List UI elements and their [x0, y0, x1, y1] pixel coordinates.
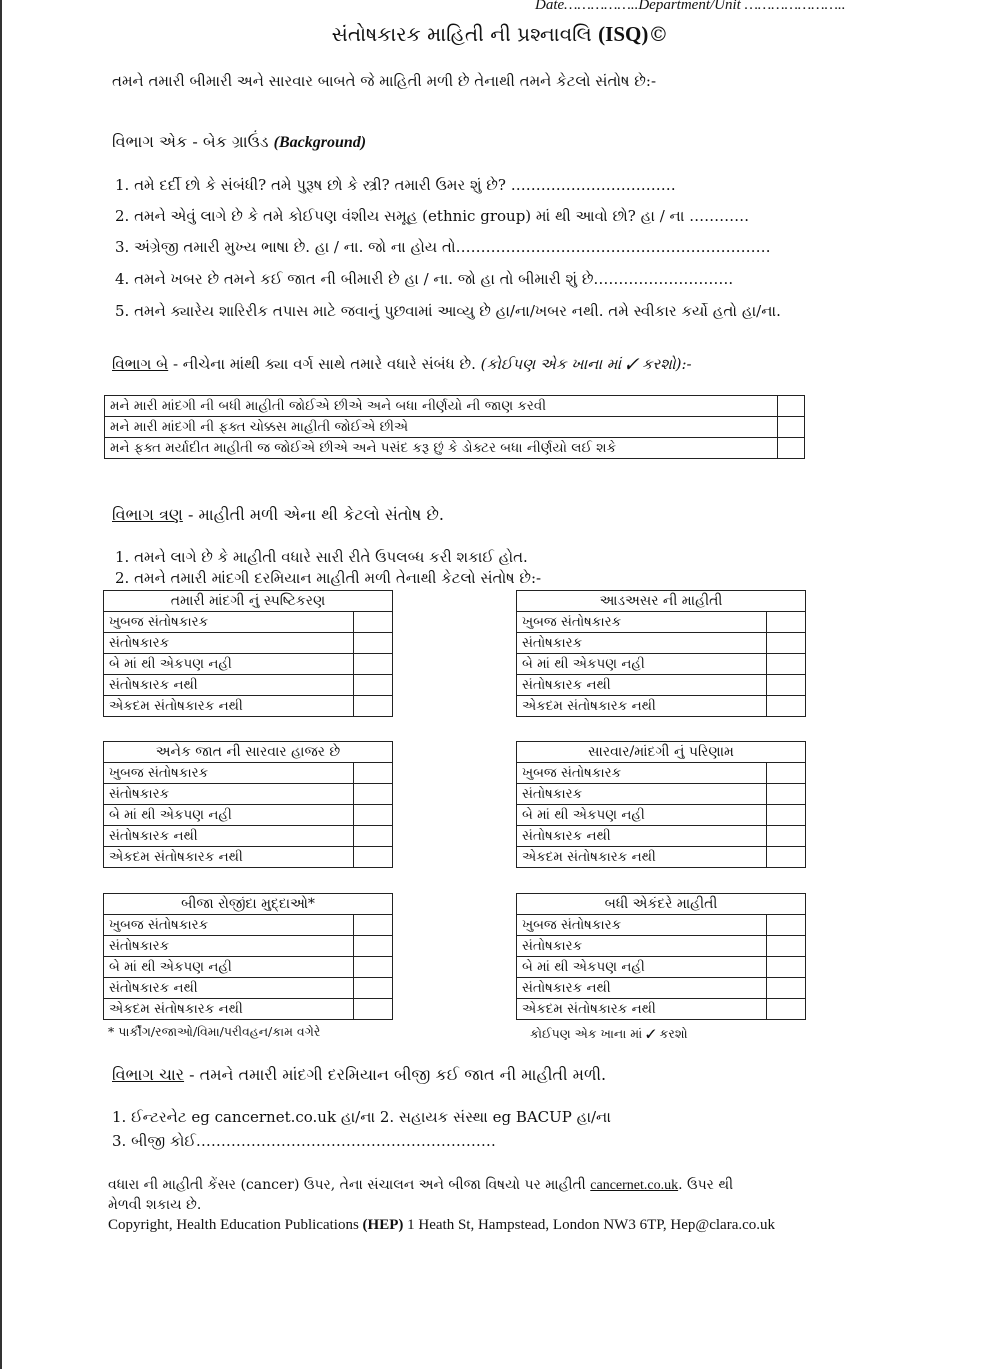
section1-item-5: 5. તમને ક્યારેય શારિરીક તપાસ માટે જવાનું પુછવામાં આવ્યુ છે હા/ના/ખબર નથી. તમે સ્વીકાર કર્યો હતો હા/ના. [115, 302, 781, 320]
option-checkbox[interactable] [354, 957, 393, 978]
table-row [517, 957, 806, 978]
section2-row-1-checkbox[interactable] [778, 396, 805, 417]
table-row [104, 654, 393, 675]
option-checkbox[interactable] [767, 915, 806, 936]
table-row [517, 826, 806, 847]
title-gujarati: સંતોષકારક માહિતી ની પ્રશ્નાવલિ [331, 22, 592, 46]
section3-question-2: 2. તમને તમારી માંદગી દરમિયાન માહીતી મળી તેનાથી કેટલો સંતોષ છે:- [115, 569, 542, 587]
table-row [104, 915, 393, 936]
option-label: બે માં થી એકપણ નહી [104, 957, 354, 978]
option-checkbox[interactable] [354, 675, 393, 696]
option-checkbox[interactable] [354, 978, 393, 999]
table-row [517, 936, 806, 957]
option-checkbox[interactable] [767, 957, 806, 978]
table-row [517, 999, 806, 1020]
table-row [104, 633, 393, 654]
rating-table-title: સારવાર/માંદગી નું પરિણામ [517, 742, 806, 763]
section4-item-3: 3. બીજી કોઈ…………………………………………………… [112, 1132, 496, 1150]
table-row [104, 978, 393, 999]
option-checkbox[interactable] [354, 784, 393, 805]
footer-more-info [108, 1177, 733, 1194]
table-row [104, 999, 393, 1020]
table-row [517, 675, 806, 696]
option-checkbox[interactable] [767, 826, 806, 847]
option-label: એકદમ સંતોષકારક નથી [517, 847, 767, 868]
section4-heading-text: - તમને તમારી માંદગી દરમિયાન બીજી કઈ જાત ની માહીતી મળી. [184, 1065, 607, 1084]
footer-more-info-text: વધારા ની માહીતી કેંસર (cancer) ઉપર, તેના સંચાલન અને બીજા વિષયો પર માહીતી [108, 1177, 591, 1193]
footnote-daily-issues: * પાર્કીંગ/રજાઓ/વિમા/પરીવહન/કામ વગેરે [108, 1024, 321, 1039]
section3-question-1: 1. તમને લાગે છે કે માહીતી વધારે સારી રીતે ઉપલબ્ધ કરી શકાઈ હોત. [115, 548, 528, 566]
option-label: સંતોષકારક નથી [104, 675, 354, 696]
footer-more-info-suffix: . ઉપર થી [678, 1177, 734, 1193]
section2-row-2-checkbox[interactable] [778, 417, 805, 438]
option-checkbox[interactable] [354, 915, 393, 936]
option-checkbox[interactable] [354, 696, 393, 717]
table-row [105, 417, 805, 438]
scan-edge [0, 0, 2, 1369]
footer-more-info-line2: મેળવી શકાય છે. [108, 1197, 202, 1213]
table-row [104, 805, 393, 826]
rating-table-illness-explanation [103, 590, 393, 717]
title-isq: (ISQ) [598, 22, 649, 46]
section1-heading-english: (Background) [273, 134, 367, 151]
section1-heading-gujarati: વિભાગ એક - બેક ગ્રાઉંડ [112, 132, 269, 151]
table-row [104, 936, 393, 957]
option-checkbox[interactable] [767, 763, 806, 784]
section2-row-2-label: મને મારી માંદગી ની ફક્ત ચોક્કસ માહીતી જોઈએ છીએ [105, 417, 778, 438]
option-label: ખુબજ સંતોષકારક [104, 612, 354, 633]
option-checkbox[interactable] [354, 612, 393, 633]
copyright-mark: © [648, 22, 669, 46]
option-checkbox[interactable] [767, 936, 806, 957]
section2-row-3-checkbox[interactable] [778, 438, 805, 459]
option-checkbox[interactable] [767, 978, 806, 999]
option-checkbox[interactable] [354, 763, 393, 784]
date-department-line: Date……………..Department/Unit ………………….. [535, 0, 846, 13]
table-row [105, 396, 805, 417]
tick-one-box-note: કોઈપણ એક ખાના માં ✓ કરશો [530, 1026, 688, 1041]
copyright-address: 1 Heath St, Hampstead, London NW3 6TP, Hep@clara.co.uk [403, 1217, 776, 1233]
table-row [104, 675, 393, 696]
option-label: બે માં થી એકપણ નહી [517, 654, 767, 675]
section2-row-1-label: મને મારી માંદગી ની બધી માહીતી જોઈએ છીએ અને બધા નીર્ણયો ની જાણ કરવી [105, 396, 778, 417]
table-row [517, 915, 806, 936]
option-label: ખુબજ સંતોષકારક [104, 915, 354, 936]
option-checkbox[interactable] [767, 805, 806, 826]
option-label: સંતોષકારક [517, 784, 767, 805]
table-row [104, 847, 393, 868]
table-row [517, 633, 806, 654]
option-label: ખુબજ સંતોષકારક [104, 763, 354, 784]
table-row [517, 654, 806, 675]
table-row [104, 784, 393, 805]
rating-table-daily-issues [103, 893, 393, 1020]
table-row [104, 957, 393, 978]
section2-hint: (કોઈપણ એક ખાના માં ✓ કરશો):- [480, 355, 692, 373]
option-checkbox[interactable] [767, 847, 806, 868]
option-label: સંતોષકારક નથી [517, 675, 767, 696]
table-row [517, 784, 806, 805]
cancernet-link[interactable]: cancernet.co.uk [590, 1178, 679, 1193]
rating-table-treatment-options [103, 741, 393, 868]
table-row [517, 978, 806, 999]
option-checkbox[interactable] [767, 612, 806, 633]
option-label: બે માં થી એકપણ નહી [517, 957, 767, 978]
rating-table-overall-information [516, 893, 806, 1020]
option-label: સંતોષકારક [517, 633, 767, 654]
table-row [104, 696, 393, 717]
table-row [104, 826, 393, 847]
table-row [104, 763, 393, 784]
rating-table-title: બધી એકંદરે માહીતી [517, 894, 806, 915]
option-checkbox[interactable] [354, 654, 393, 675]
section2-row-3-label: મને ફક્ત મર્યાદીત માહીતી જ જોઈએ છીએ અને પસંદ કરૂ છું કે ડોક્ટર બધા નીર્ણયો લઈ શકે [105, 438, 778, 459]
table-row [104, 612, 393, 633]
page-title [0, 22, 1000, 47]
option-checkbox[interactable] [767, 784, 806, 805]
option-label: સંતોષકારક [104, 784, 354, 805]
intro-text: તમને તમારી બીમારી અને સારવાર બાબતે જે માહિતી મળી છે તેનાથી તમને કેટલો સંતોષ છે:- [112, 72, 657, 90]
option-checkbox[interactable] [354, 826, 393, 847]
section3-heading-text: - માહીતી મળી એના થી કેટલો સંતોષ છે. [182, 505, 444, 524]
copyright-line [108, 1217, 775, 1234]
option-label: ખુબજ સંતોષકારક [517, 763, 767, 784]
option-label: બે માં થી એકપણ નહી [104, 805, 354, 826]
option-checkbox[interactable] [767, 675, 806, 696]
option-label: સંતોષકારક [104, 936, 354, 957]
option-label: એકદમ સંતોષકારક નથી [104, 696, 354, 717]
rating-table-title: બીજા રોજીંદા મુદ્દાઓ* [104, 894, 393, 915]
option-checkbox[interactable] [354, 805, 393, 826]
section2-table [104, 395, 805, 459]
option-label: સંતોષકારક [517, 936, 767, 957]
option-checkbox[interactable] [767, 696, 806, 717]
option-label: સંતોષકારક નથી [104, 826, 354, 847]
option-label: સંતોષકારક નથી [517, 978, 767, 999]
section1-item-4: 4. તમને ખબર છે તમને કઈ જાત ની બીમારી છે હા / ના. જો હા તો બીમારી શું છે………………………. [115, 270, 734, 288]
option-checkbox[interactable] [354, 936, 393, 957]
option-checkbox[interactable] [767, 999, 806, 1020]
section2-heading-text: - નીચેના માંથી ક્યા વર્ગ સાથે તમારે વધારે સંબંધ છે. [168, 355, 476, 373]
section3-heading [112, 505, 444, 525]
option-label: સંતોષકારક નથી [517, 826, 767, 847]
option-label: એકદમ સંતોષકારક નથી [517, 696, 767, 717]
option-label: ખુબજ સંતોષકારક [517, 915, 767, 936]
section4-item-1-2: 1. ઈન્ટરનેટ eg cancernet.co.uk હા/ના 2. સહાયક સંસ્થા eg BACUP હા/ના [112, 1108, 611, 1126]
option-label: એકદમ સંતોષકારક નથી [517, 999, 767, 1020]
option-checkbox[interactable] [354, 999, 393, 1020]
copyright-text: Copyright, Health Education Publications [108, 1217, 363, 1233]
table-row [517, 696, 806, 717]
table-row [105, 438, 805, 459]
table-row [517, 805, 806, 826]
option-label: સંતોષકારક [104, 633, 354, 654]
section3-heading-label: વિભાગ ત્રણ [112, 505, 183, 524]
section2-heading [112, 355, 692, 373]
section4-heading-label: વિભાગ ચાર [112, 1065, 185, 1084]
rating-table-title: તમારી માંદગી નું સ્પષ્ટિકરણ [104, 591, 393, 612]
table-row [517, 612, 806, 633]
section4-heading [112, 1065, 606, 1085]
option-checkbox[interactable] [354, 633, 393, 654]
option-label: એકદમ સંતોષકારક નથી [104, 847, 354, 868]
table-row [517, 763, 806, 784]
option-label: સંતોષકારક નથી [104, 978, 354, 999]
option-label: ખુબજ સંતોષકારક [517, 612, 767, 633]
option-checkbox[interactable] [767, 654, 806, 675]
table-row [517, 847, 806, 868]
option-label: બે માં થી એકપણ નહી [517, 805, 767, 826]
rating-table-side-effects [516, 590, 806, 717]
copyright-hep: (HEP) [362, 1217, 404, 1233]
section1-heading [112, 132, 366, 152]
option-checkbox[interactable] [767, 633, 806, 654]
section1-item-3: 3. અંગ્રેજી તમારી મુખ્ય ભાષા છે. હા / ના. જો ના હોય તો……………………………………………………… [115, 238, 771, 256]
section1-item-1: 1. તમે દર્દી છો કે સંબંધી? તમે પુરૂષ છો કે સ્ત્રી? તમારી ઉમર શું છે? …………………………… [115, 176, 676, 194]
rating-table-treatment-outcome [516, 741, 806, 868]
section2-heading-label: વિભાગ બે [112, 355, 169, 373]
option-checkbox[interactable] [354, 847, 393, 868]
option-label: બે માં થી એકપણ નહી [104, 654, 354, 675]
rating-table-title: અનેક જાત ની સારવાર હાજર છે [104, 742, 393, 763]
option-label: એકદમ સંતોષકારક નથી [104, 999, 354, 1020]
section1-item-2: 2. તમને એવું લાગે છે કે તમે કોઈપણ વંશીય સમૂહ (ethnic group) માં થી આવો છો? હા / ના ………… [115, 207, 750, 225]
rating-table-title: આડઅસર ની માહીતી [517, 591, 806, 612]
